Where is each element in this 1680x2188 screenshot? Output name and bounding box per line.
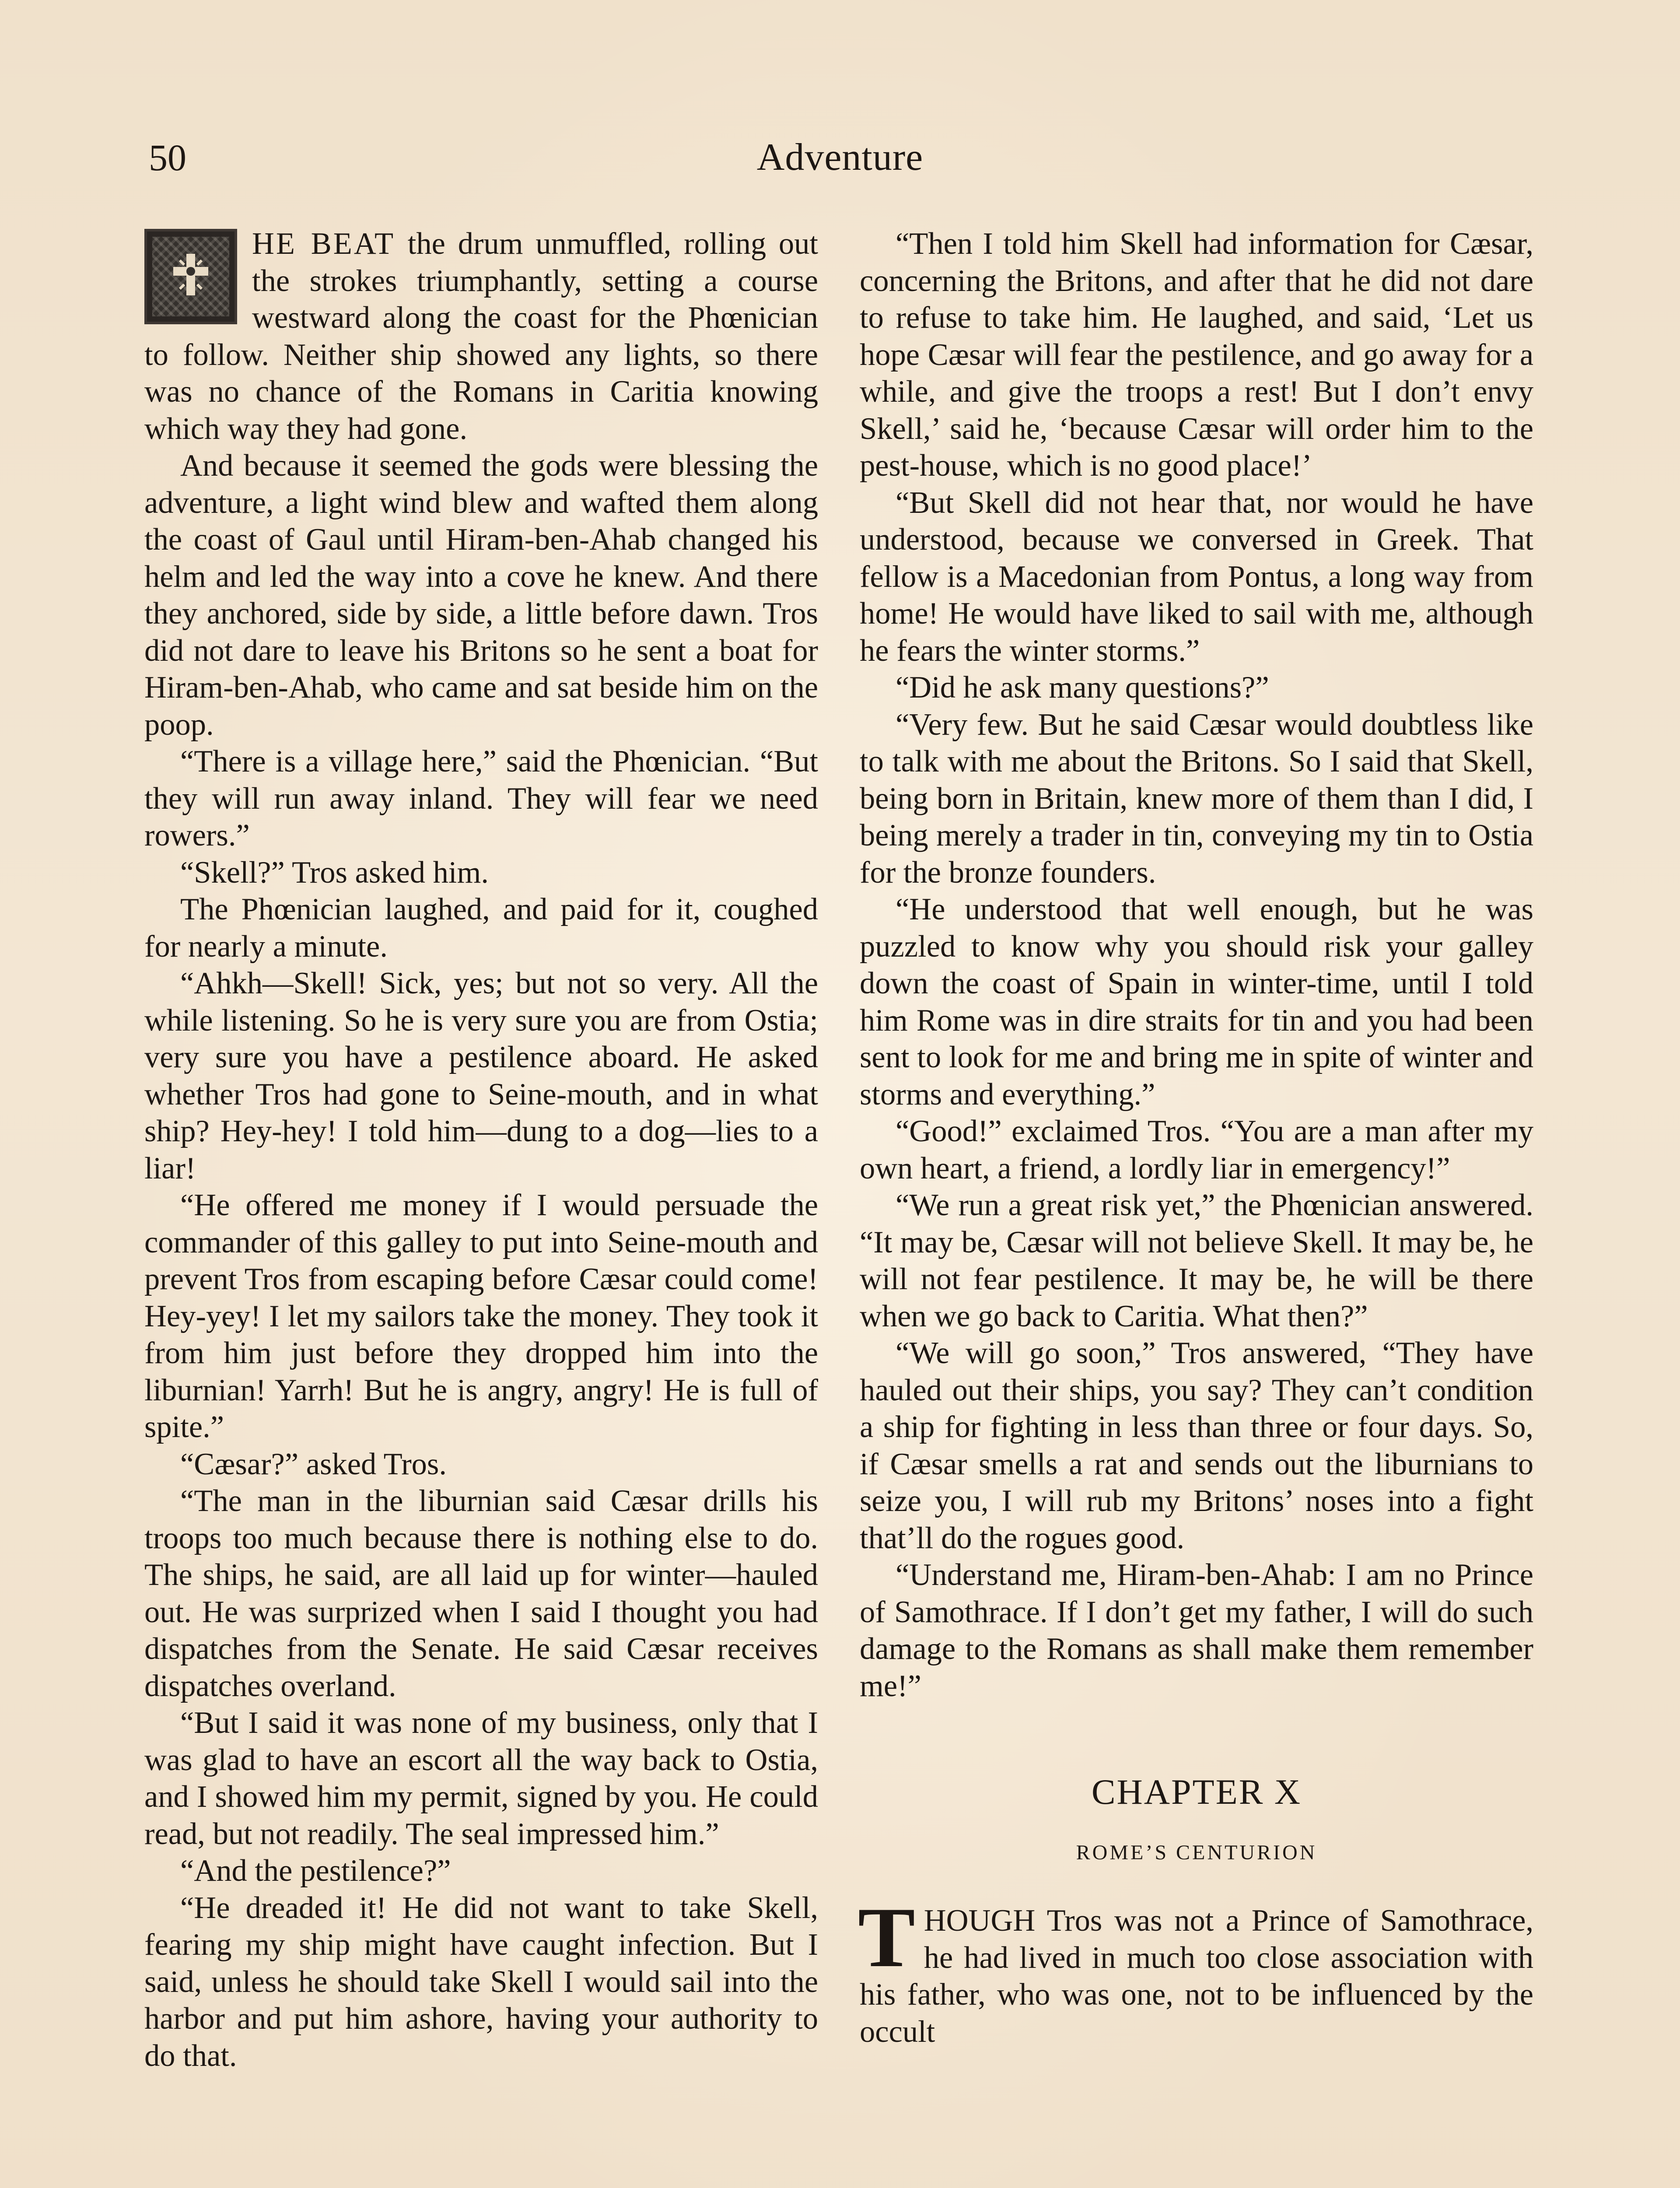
page-header (144, 131, 1536, 184)
right-column (860, 225, 1533, 2050)
paragraph: “We run a great risk yet,” the Phœnician answered. “It may be, Cæsar will not believe Skell. It may be, he will not fear pestilence. It may be, he will be there when we go back to Caritia. What then?” (860, 1188, 1533, 1333)
paragraph: The Phœnician laughed, and paid for it, coughed for nearly a minute. (144, 892, 818, 964)
page-number: 50 (149, 137, 186, 179)
chapter-subtitle: ROME’S CENTURION (1076, 1841, 1317, 1864)
paragraph: “Ahkh—Skell! Sick, yes; but not so very. All the while listening. So he is very sure you are from Ostia; very sure you have a pestilence aboard. He asked whether Tros had gone to Seine-mouth, and in what ship? Hey-hey! I told him—dung to a dog—lies to a liar! (144, 966, 818, 1185)
paragraph: “He dreaded it! He did not want to take Skell, fearing my ship might have caught infection. But I said, unless he should take Skell I would sail into the harbor and put him ashore, having your authority to do that. (144, 1890, 818, 2073)
paragraph: “Cæsar?” asked Tros. (180, 1447, 447, 1481)
paragraph: “There is a village here,” said the Phœnician. “But they will run away inland. They will fear we need rowers.” (144, 744, 818, 852)
drop-cap: T (858, 1890, 915, 1985)
running-head: Adventure (756, 136, 924, 179)
chapter-heading: CHAPTER X (1091, 1772, 1302, 1812)
paragraph: “Very few. But he said Cæsar would doubtless like to talk with me about the Britons. So I said that Skell, being born in Britain, knew more of them than I did, I being merely a trader in tin, conveying my tin to Ostia for the bronze founders. (860, 707, 1533, 890)
paragraph: “He understood that well enough, but he was puzzled to know why you should risk your galley down the coast of Spain in winter-time, until I told him Rome was in dire straits for tin and you had been sent to look for me and bring me in spite of winter and storms and everything.” (860, 892, 1533, 1112)
chapter-opening-paragraph (858, 1890, 1533, 2050)
paragraph: “But Skell did not hear that, nor would he have understood, because we conversed in Greek. That fellow is a Macedonian from Pontus, a long way from home! He would have liked to sail with me, although he fears the winter storms.” (860, 485, 1533, 668)
paragraph: “Did he ask many questions?” (896, 670, 1269, 705)
paragraph: “Then I told him Skell had information for Cæsar, concerning the Britons, and after that he did not dare to refuse to take him. He laughed, and said, ‘Let us hope Cæsar will fear the pestilence, and go away for a while, and give the troops a rest! But I don’t envy Skell,’ said he, ‘because Cæsar will order him to the pest-house, which is no good place!’ (860, 227, 1533, 483)
paragraph: “We will go soon,” Tros answered, “They have hauled out their ships, you say? They can’t condition a ship for fighting in less than three or four days. So, if Cæsar smells a rat and sends out the liburnians to seize you, I will rub my Britons’ noses into a fight that’ll do the rogues good. (860, 1336, 1533, 1555)
paragraph: “But I said it was none of my business, only that I was glad to have an escort all the way back to Ostia, and I showed him my permit, signed by you. He could read, but not readily. The seal impressed him.” (144, 1706, 818, 1851)
paragraph: “Understand me, Hiram-ben-Ahab: I am no Prince of Samothrace. If I don’t get my father, I will do such damage to the Romans as shall make them remember me!” (860, 1558, 1533, 1703)
opening-paragraph (144, 225, 818, 447)
left-column (144, 225, 818, 2074)
paragraph: “The man in the liburnian said Cæsar drills his troops too much because there is nothing else to do. The ships, he said, are all laid up for winter—hauled out. He was surprized when I said I thought you had dispatches from the Senate. He said Cæsar receives dispatches overland. (144, 1484, 818, 1703)
paragraph: And because it seemed the gods were blessing the adventure, a light wind blew and wafted them along the coast of Gaul until Hiram-ben-Ahab changed his helm and led the way into a cove he knew. And there they anchored, side by side, a little before dawn. Tros did not dare to leave his Britons so he sent a boat for Hiram-ben-Ahab, who came and sat beside him on the poop. (144, 449, 818, 742)
ornamental-initial-icon (144, 229, 237, 324)
paragraph: “He offered me money if I would persuade the commander of this galley to put into Seine-mouth and prevent Tros from escaping before Cæsar could come! Hey-yey! I let my sailors take the money. They took it from him just before they dropped him into the liburnian! Yarrh! But he is angry, angry! He is full of spite.” (144, 1188, 818, 1444)
paragraph: “And the pestilence?” (180, 1854, 451, 1888)
paragraph-text: the drum unmuffled, rolling out the strokes triumphantly, setting a course westward along the coast for the Phœnician to follow. Neither ship showed any lights, so there was no chance of the Romans in Caritia knowing which way they had gone. (144, 227, 818, 446)
paragraph-text: HOUGH Tros was not a Prince of Samothrace, he had lived in much too close association with his father, who was one, not to be influenced by the occult (860, 1904, 1533, 2049)
paragraph: “Good!” exclaimed Tros. “You are a man after my own heart, a friend, a lordly liar in emergency!” (860, 1114, 1533, 1185)
paragraph: “Skell?” Tros asked him. (180, 855, 489, 890)
lead-caps: HE BEAT (252, 227, 396, 261)
